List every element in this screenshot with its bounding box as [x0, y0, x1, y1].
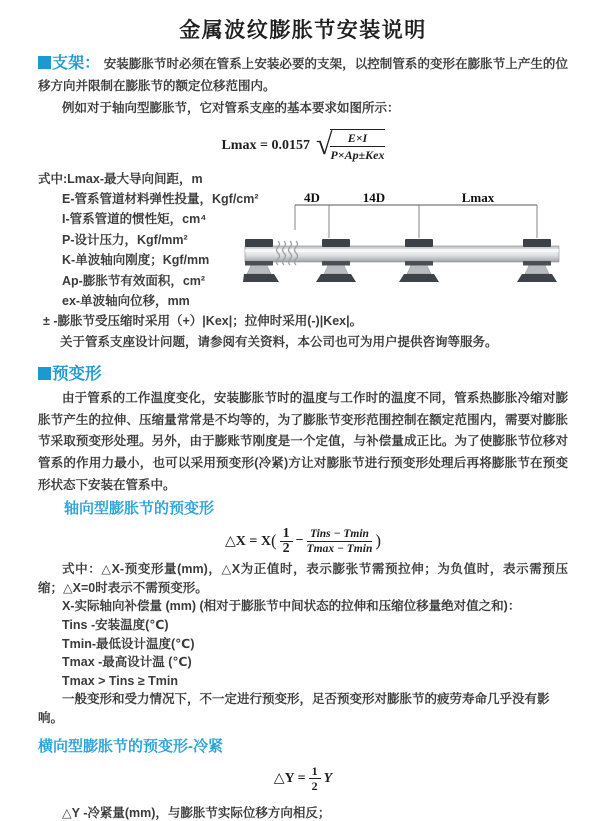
axial-line: X-实际轴向补偿量 (mm) (相对于膨胀节中间状态的拉伸和压缩位移量绝对值之和)： — [62, 599, 521, 614]
fraction-numerator: Tins − Tmin — [307, 528, 373, 542]
axial-line: Tmax > Tins ≥ Tmin — [62, 673, 179, 688]
section-marker-icon — [38, 367, 51, 380]
dim-label-14d: 14D — [362, 192, 386, 205]
support-example-line: 例如对于轴向型膨胀节，它对管系支座的基本要求如图所示： — [62, 101, 400, 115]
support-section-heading — [38, 55, 100, 72]
definition-line: 式中:Lmax-最大导向间距，m — [38, 171, 203, 186]
minus-operator: − — [295, 533, 304, 549]
definition-line: I-管系管道的惯性矩，cm⁴ — [62, 212, 207, 227]
one-half-fraction — [280, 525, 293, 556]
definition-line: P-设计压力，Kgf/mm² — [62, 232, 188, 247]
formula-dx-lhs: △X = X — [224, 533, 271, 549]
axial-line: Tins -安装温度(℃) — [62, 618, 169, 633]
pipe-support-diagram — [243, 192, 561, 286]
formula-delta-x — [38, 525, 568, 557]
predeform-paragraph: 由于管系的工作温度变化，安装膨胀节时的温度与工作时的温度不同，管系热膨胀冷缩对膨胀节产生的拉伸、压缩量常常是不均等的，为了膨胀节变形范围控制在额定范围内，需要对膨胀节采取预变形处理。另外，由于膨账节刚度是一个定值，与补偿量成正比。为了使膨胀节位移对管系的作用力最小，也可以采用预变形(冷紧)方让对膨胀节进行预变形处理后再将膨胀节在预变形状态下安装在管系中。 — [38, 391, 568, 492]
dim-label-4d: 4D — [304, 192, 320, 205]
axial-line: Tmin-最低设计温度(℃) — [62, 636, 195, 651]
one-half-fraction — [309, 765, 321, 792]
radical-expression — [316, 129, 385, 162]
formula-lmax-denominator: P×Ap±Kex — [330, 148, 385, 162]
dimension-lines — [295, 205, 537, 238]
fraction-numerator: 1 — [280, 528, 293, 542]
radical-fraction — [330, 129, 384, 162]
formula-dy-rhs: Y — [323, 770, 333, 786]
left-paren: ( — [270, 531, 277, 551]
axial-explain-paragraph: 式中：△X-预变形量(mm)，△X为正值时，表示膨张节需预拉伸；为负值时，表示需预压缩；△X=0时表示不需预变形。 — [38, 562, 568, 595]
right-paren: ) — [375, 531, 382, 551]
temperature-fraction — [307, 528, 373, 555]
formula-lmax-numerator: E×I — [330, 130, 384, 147]
fraction-denominator: 2 — [282, 540, 290, 556]
lateral-subheading: 横向型膨胀节的预变形-冷紧 — [38, 737, 223, 755]
radical-sign-icon: √ — [315, 128, 333, 161]
dim-label-lmax: Lmax — [461, 192, 495, 205]
definition-line: Ap-膨胀节有效面积，cm² — [62, 273, 206, 288]
definition-line: K-单波轴向刚度；Kgf/mm — [62, 253, 210, 268]
predeform-heading-label: 预变形 — [52, 365, 102, 384]
definition-line: 关于管系支座设计问题，请参阅有关资料，本公司也可为用户提供咨询等服务。 — [60, 334, 498, 349]
fraction-denominator: Tmax − Tmin — [306, 542, 373, 555]
predeform-section-heading — [38, 365, 568, 383]
support-heading-label: 支架： — [52, 55, 101, 72]
formula-delta-y — [38, 764, 568, 794]
pipe — [245, 246, 559, 262]
fraction-denominator: 2 — [311, 779, 318, 794]
fraction-numerator: 1 — [309, 765, 321, 779]
formula-lmax-lhs: Lmax = 0.0157 — [221, 137, 310, 153]
axial-subheading: 轴向型膨胀节的预变形 — [64, 500, 215, 518]
definition-line: E-管系管道材料弹性投量，Kgf/cm² — [62, 191, 259, 206]
section-marker-icon — [38, 56, 51, 69]
formula-lmax — [38, 127, 568, 165]
definition-line: ex-单波轴向位移，mm — [62, 293, 190, 308]
lateral-note-line: △Y -冷紧量(mm)，与膨胀节实际位移方向相反； — [62, 805, 331, 820]
axial-note-line: 一般变形和受力情况下，不一定进行预变形，足否预变形对膨胀节的疲劳寿命几乎没有影响。 — [38, 692, 550, 726]
support-intro-paragraph — [38, 54, 568, 97]
support-intro-text: 安装膨胀节时必须在管系上安装必要的支架，以控制管系的变形在膨胀节上产生的位移方向并限制在膨胀节的额定位移范围内。 — [38, 57, 568, 93]
axial-line: Tmax -最高设计温 (℃) — [62, 655, 192, 670]
formula-dy-lhs: △Y = — [273, 771, 306, 787]
definition-line: ± -膨胀节受压缩时采用（+）|Kex|；拉伸时采用(-)|Kex|。 — [43, 314, 363, 329]
page-title: 金属波纹膨胀节安装说明 — [179, 19, 427, 42]
